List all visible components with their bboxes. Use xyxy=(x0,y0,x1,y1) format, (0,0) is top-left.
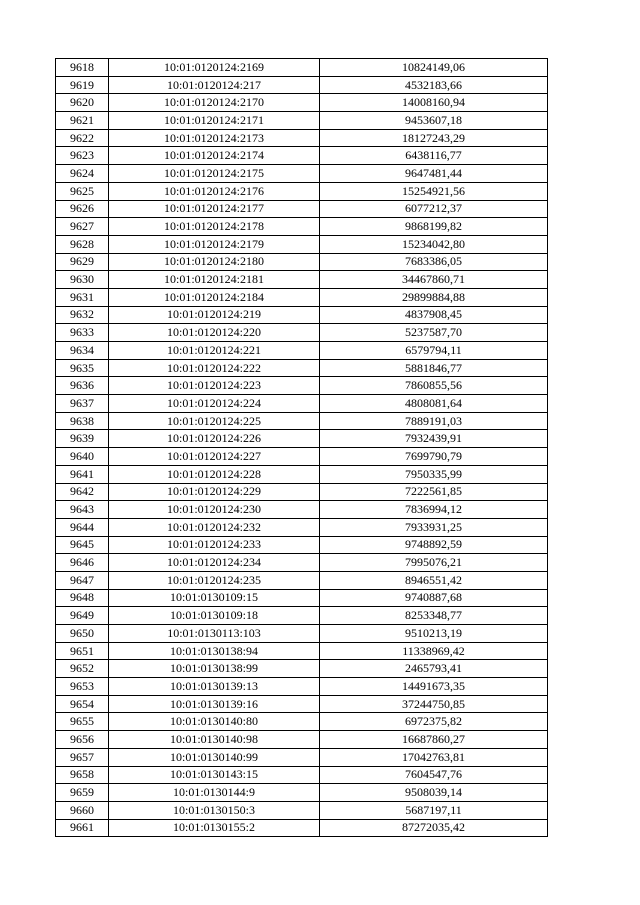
table-row xyxy=(56,76,548,94)
data-table xyxy=(55,58,548,837)
value-cell: 5237587,70 xyxy=(320,324,548,342)
value-cell: 18127243,29 xyxy=(320,129,548,147)
cadastral-number-cell: 10:01:0120124:2170 xyxy=(109,94,320,112)
cadastral-number-cell: 10:01:0120124:226 xyxy=(109,430,320,448)
table-row xyxy=(56,465,548,483)
row-number-cell: 9645 xyxy=(56,536,109,554)
table-row xyxy=(56,642,548,660)
value-cell: 16687860,27 xyxy=(320,731,548,749)
table-row xyxy=(56,377,548,395)
cadastral-number-cell: 10:01:0130140:98 xyxy=(109,731,320,749)
row-number-cell: 9656 xyxy=(56,731,109,749)
cadastral-number-cell: 10:01:0120124:2175 xyxy=(109,165,320,183)
row-number-cell: 9646 xyxy=(56,554,109,572)
cadastral-number-cell: 10:01:0120124:2181 xyxy=(109,271,320,289)
value-cell: 7860855,56 xyxy=(320,377,548,395)
cadastral-number-cell: 10:01:0120124:227 xyxy=(109,448,320,466)
value-cell: 7836994,12 xyxy=(320,501,548,519)
table-row xyxy=(56,235,548,253)
row-number-cell: 9658 xyxy=(56,766,109,784)
table-row xyxy=(56,342,548,360)
value-cell: 8946551,42 xyxy=(320,571,548,589)
value-cell: 5881846,77 xyxy=(320,359,548,377)
row-number-cell: 9631 xyxy=(56,288,109,306)
cadastral-number-cell: 10:01:0130139:16 xyxy=(109,695,320,713)
cadastral-number-cell: 10:01:0120124:234 xyxy=(109,554,320,572)
row-number-cell: 9632 xyxy=(56,306,109,324)
cadastral-number-cell: 10:01:0120124:229 xyxy=(109,483,320,501)
table-row xyxy=(56,571,548,589)
value-cell: 15254921,56 xyxy=(320,182,548,200)
value-cell: 14491673,35 xyxy=(320,678,548,696)
row-number-cell: 9648 xyxy=(56,589,109,607)
table-row xyxy=(56,518,548,536)
table-row xyxy=(56,129,548,147)
cadastral-number-cell: 10:01:0120124:222 xyxy=(109,359,320,377)
row-number-cell: 9618 xyxy=(56,59,109,77)
row-number-cell: 9633 xyxy=(56,324,109,342)
value-cell: 37244750,85 xyxy=(320,695,548,713)
row-number-cell: 9627 xyxy=(56,218,109,236)
row-number-cell: 9661 xyxy=(56,819,109,837)
value-cell: 4808081,64 xyxy=(320,395,548,413)
table-row xyxy=(56,324,548,342)
cadastral-number-cell: 10:01:0120124:2169 xyxy=(109,59,320,77)
table-row xyxy=(56,218,548,236)
cadastral-number-cell: 10:01:0130140:80 xyxy=(109,713,320,731)
table-row xyxy=(56,695,548,713)
table-row xyxy=(56,200,548,218)
value-cell: 14008160,94 xyxy=(320,94,548,112)
table-row xyxy=(56,607,548,625)
row-number-cell: 9650 xyxy=(56,625,109,643)
table-row xyxy=(56,678,548,696)
row-number-cell: 9623 xyxy=(56,147,109,165)
cadastral-number-cell: 10:01:0120124:2179 xyxy=(109,235,320,253)
table-row xyxy=(56,253,548,271)
row-number-cell: 9644 xyxy=(56,518,109,536)
value-cell: 10824149,06 xyxy=(320,59,548,77)
table-body xyxy=(56,59,548,837)
cadastral-number-cell: 10:01:0120124:2178 xyxy=(109,218,320,236)
row-number-cell: 9636 xyxy=(56,377,109,395)
value-cell: 9453607,18 xyxy=(320,112,548,130)
value-cell: 7932439,91 xyxy=(320,430,548,448)
cadastral-number-cell: 10:01:0120124:2177 xyxy=(109,200,320,218)
cadastral-number-cell: 10:01:0120124:2176 xyxy=(109,182,320,200)
row-number-cell: 9649 xyxy=(56,607,109,625)
cadastral-number-cell: 10:01:0120124:224 xyxy=(109,395,320,413)
cadastral-number-cell: 10:01:0130150:3 xyxy=(109,801,320,819)
value-cell: 7604547,76 xyxy=(320,766,548,784)
cadastral-number-cell: 10:01:0120124:225 xyxy=(109,412,320,430)
value-cell: 11338969,42 xyxy=(320,642,548,660)
value-cell: 34467860,71 xyxy=(320,271,548,289)
table-row xyxy=(56,430,548,448)
row-number-cell: 9660 xyxy=(56,801,109,819)
value-cell: 7950335,99 xyxy=(320,465,548,483)
table-row xyxy=(56,182,548,200)
table-row xyxy=(56,271,548,289)
row-number-cell: 9651 xyxy=(56,642,109,660)
table-row xyxy=(56,536,548,554)
cadastral-number-cell: 10:01:0120124:223 xyxy=(109,377,320,395)
value-cell: 2465793,41 xyxy=(320,660,548,678)
table-row xyxy=(56,784,548,802)
row-number-cell: 9639 xyxy=(56,430,109,448)
table-row xyxy=(56,660,548,678)
value-cell: 29899884,88 xyxy=(320,288,548,306)
value-cell: 6077212,37 xyxy=(320,200,548,218)
cadastral-number-cell: 10:01:0130109:18 xyxy=(109,607,320,625)
value-cell: 8253348,77 xyxy=(320,607,548,625)
row-number-cell: 9637 xyxy=(56,395,109,413)
cadastral-number-cell: 10:01:0120124:2180 xyxy=(109,253,320,271)
value-cell: 17042763,81 xyxy=(320,748,548,766)
row-number-cell: 9652 xyxy=(56,660,109,678)
table-row xyxy=(56,501,548,519)
table-row xyxy=(56,713,548,731)
cadastral-number-cell: 10:01:0120124:2184 xyxy=(109,288,320,306)
value-cell: 4532183,66 xyxy=(320,76,548,94)
value-cell: 87272035,42 xyxy=(320,819,548,837)
row-number-cell: 9630 xyxy=(56,271,109,289)
cadastral-number-cell: 10:01:0130109:15 xyxy=(109,589,320,607)
table-row xyxy=(56,395,548,413)
table-row xyxy=(56,448,548,466)
table-row xyxy=(56,766,548,784)
row-number-cell: 9628 xyxy=(56,235,109,253)
cadastral-number-cell: 10:01:0120124:219 xyxy=(109,306,320,324)
row-number-cell: 9653 xyxy=(56,678,109,696)
value-cell: 7683386,05 xyxy=(320,253,548,271)
value-cell: 4837908,45 xyxy=(320,306,548,324)
value-cell: 9647481,44 xyxy=(320,165,548,183)
row-number-cell: 9638 xyxy=(56,412,109,430)
row-number-cell: 9625 xyxy=(56,182,109,200)
cadastral-number-cell: 10:01:0120124:233 xyxy=(109,536,320,554)
table-row xyxy=(56,801,548,819)
value-cell: 9868199,82 xyxy=(320,218,548,236)
value-cell: 7699790,79 xyxy=(320,448,548,466)
cadastral-number-cell: 10:01:0120124:2174 xyxy=(109,147,320,165)
cadastral-number-cell: 10:01:0130139:13 xyxy=(109,678,320,696)
cadastral-number-cell: 10:01:0120124:235 xyxy=(109,571,320,589)
row-number-cell: 9657 xyxy=(56,748,109,766)
row-number-cell: 9621 xyxy=(56,112,109,130)
value-cell: 5687197,11 xyxy=(320,801,548,819)
table-row xyxy=(56,147,548,165)
cadastral-number-cell: 10:01:0120124:221 xyxy=(109,342,320,360)
cadastral-number-cell: 10:01:0130138:94 xyxy=(109,642,320,660)
cadastral-number-cell: 10:01:0130138:99 xyxy=(109,660,320,678)
row-number-cell: 9655 xyxy=(56,713,109,731)
row-number-cell: 9659 xyxy=(56,784,109,802)
value-cell: 6438116,77 xyxy=(320,147,548,165)
value-cell: 9748892,59 xyxy=(320,536,548,554)
value-cell: 9508039,14 xyxy=(320,784,548,802)
cadastral-number-cell: 10:01:0130113:103 xyxy=(109,625,320,643)
row-number-cell: 9620 xyxy=(56,94,109,112)
row-number-cell: 9619 xyxy=(56,76,109,94)
cadastral-number-cell: 10:01:0120124:230 xyxy=(109,501,320,519)
table-row xyxy=(56,94,548,112)
value-cell: 7889191,03 xyxy=(320,412,548,430)
table-row xyxy=(56,625,548,643)
table-row xyxy=(56,412,548,430)
table-row xyxy=(56,288,548,306)
row-number-cell: 9622 xyxy=(56,129,109,147)
cadastral-number-cell: 10:01:0130155:2 xyxy=(109,819,320,837)
value-cell: 6972375,82 xyxy=(320,713,548,731)
cadastral-number-cell: 10:01:0120124:217 xyxy=(109,76,320,94)
value-cell: 7222561,85 xyxy=(320,483,548,501)
cadastral-number-cell: 10:01:0120124:220 xyxy=(109,324,320,342)
cadastral-number-cell: 10:01:0120124:232 xyxy=(109,518,320,536)
row-number-cell: 9641 xyxy=(56,465,109,483)
value-cell: 9740887,68 xyxy=(320,589,548,607)
row-number-cell: 9642 xyxy=(56,483,109,501)
table-row xyxy=(56,731,548,749)
value-cell: 7933931,25 xyxy=(320,518,548,536)
table-row xyxy=(56,59,548,77)
value-cell: 9510213,19 xyxy=(320,625,548,643)
value-cell: 7995076,21 xyxy=(320,554,548,572)
table-row xyxy=(56,819,548,837)
table-row xyxy=(56,483,548,501)
cadastral-number-cell: 10:01:0120124:2173 xyxy=(109,129,320,147)
cadastral-number-cell: 10:01:0120124:228 xyxy=(109,465,320,483)
table-row xyxy=(56,359,548,377)
cadastral-number-cell: 10:01:0120124:2171 xyxy=(109,112,320,130)
value-cell: 15234042,80 xyxy=(320,235,548,253)
row-number-cell: 9629 xyxy=(56,253,109,271)
row-number-cell: 9624 xyxy=(56,165,109,183)
row-number-cell: 9640 xyxy=(56,448,109,466)
table-row xyxy=(56,554,548,572)
cadastral-number-cell: 10:01:0130143:15 xyxy=(109,766,320,784)
table-row xyxy=(56,165,548,183)
row-number-cell: 9654 xyxy=(56,695,109,713)
row-number-cell: 9626 xyxy=(56,200,109,218)
cadastral-number-cell: 10:01:0130144:9 xyxy=(109,784,320,802)
row-number-cell: 9647 xyxy=(56,571,109,589)
table-row xyxy=(56,589,548,607)
cadastral-number-cell: 10:01:0130140:99 xyxy=(109,748,320,766)
row-number-cell: 9643 xyxy=(56,501,109,519)
table-row xyxy=(56,306,548,324)
table-row xyxy=(56,748,548,766)
row-number-cell: 9635 xyxy=(56,359,109,377)
table-row xyxy=(56,112,548,130)
row-number-cell: 9634 xyxy=(56,342,109,360)
value-cell: 6579794,11 xyxy=(320,342,548,360)
